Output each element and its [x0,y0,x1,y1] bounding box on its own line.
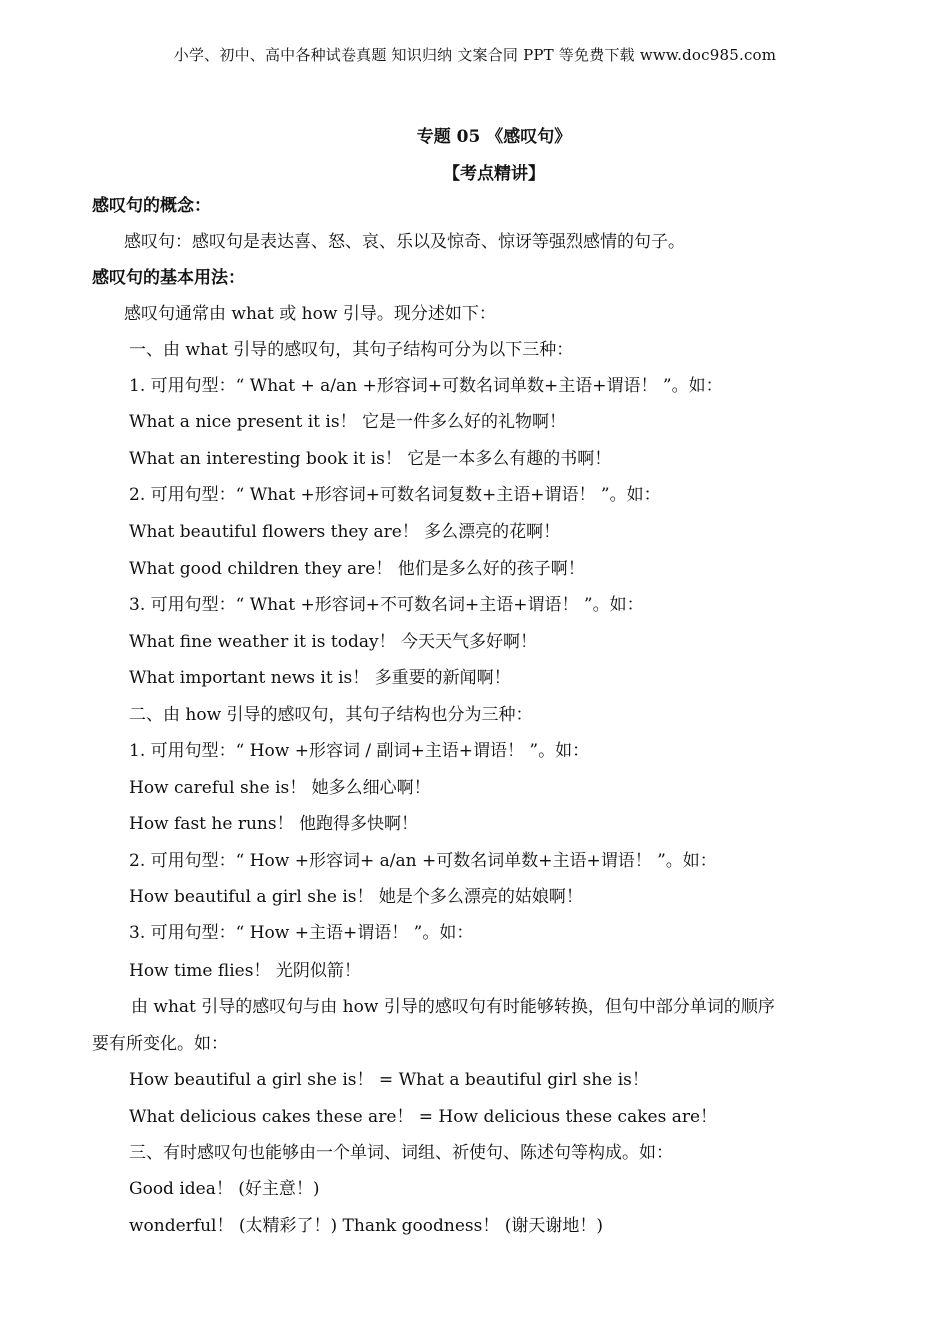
section-what-heading: 一、由 what 引导的感叹句，其句子结构可分为以下三种： [129,340,574,360]
site-header[interactable]: 小学、初中、高中各种试卷真题 知识归纳 文案合同 PPT 等免费下载 www.doc985.com [173,46,777,64]
example-line: What important news it is！ 多重要的新闻啊！ [129,668,511,688]
conversion-text-2: 要有所变化。如： [92,1034,228,1054]
example-line: What an interesting book it is！ 它是一本多么有趣的书啊！ [129,449,612,469]
conversion-example: What delicious cakes these are！ = How delicious these cakes are！ [129,1107,718,1127]
concept-heading: 感叹句的概念： [92,196,211,216]
how-pattern-3: 3. 可用句型：“ How +主语+谓语！ ”。如： [129,923,474,943]
conversion-example: How beautiful a girl she is！ = What a beautiful girl she is！ [129,1070,649,1090]
conversion-text-1: 由 what 引导的感叹句与由 how 引导的感叹句有时能够转换，但句中部分单词的顺序 [131,997,775,1017]
intro-text: 感叹句通常由 what 或 how 引导。现分述如下： [124,304,496,324]
example-line: How beautiful a girl she is！ 她是个多么漂亮的姑娘啊！ [129,887,583,907]
example-line: What a nice present it is！ 它是一件多么好的礼物啊！ [129,412,566,432]
usage-heading: 感叹句的基本用法： [92,268,245,288]
example-line: wonderful！ (太精彩了！) Thank goodness！ (谢天谢地！) [129,1216,603,1236]
how-pattern-1: 1. 可用句型：“ How +形容词 / 副词+主语+谓语！ ”。如： [129,741,590,761]
section-subtitle: 【考点精讲】 [443,164,545,184]
example-line: Good idea！ (好主意！) [129,1179,320,1199]
page-title: 专题 05 《感叹句》 [416,127,572,147]
example-line: What good children they are！ 他们是多么好的孩子啊！ [129,559,585,579]
section-how-heading: 二、由 how 引导的感叹句，其句子结构也分为三种： [129,705,533,725]
what-pattern-2: 2. 可用句型：“ What +形容词+可数名词复数+主语+谓语！ ”。如： [129,485,661,505]
example-line: How careful she is！ 她多么细心啊！ [129,778,431,798]
how-pattern-2: 2. 可用句型：“ How +形容词+ a/an +可数名词单数+主语+谓语！ ”。如： [129,851,717,871]
example-line: How fast he runs！ 他跑得多快啊！ [129,814,418,834]
what-pattern-1: 1. 可用句型：“ What + a/an +形容词+可数名词单数+主语+谓语！ ”。如： [129,376,723,396]
example-line: What fine weather it is today！ 今天天气多好啊！ [129,632,537,652]
section-other-heading: 三、有时感叹句也能够由一个单词、词组、祈使句、陈述句等构成。如： [129,1143,673,1163]
example-line: What beautiful flowers they are！ 多么漂亮的花啊！ [129,522,561,542]
example-line: How time flies！ 光阴似箭！ [129,961,361,981]
concept-text: 感叹句：感叹句是表达喜、怒、哀、乐以及惊奇、惊讶等强烈感情的句子。 [124,232,685,252]
what-pattern-3: 3. 可用句型：“ What +形容词+不可数名词+主语+谓语！ ”。如： [129,595,644,615]
